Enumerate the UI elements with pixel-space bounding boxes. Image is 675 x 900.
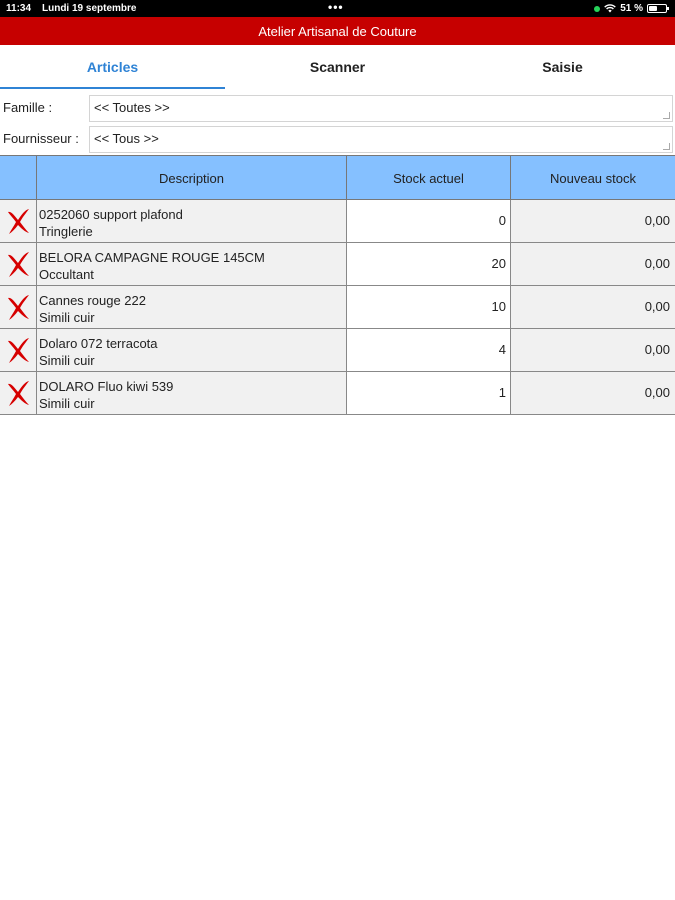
resize-grip-icon — [663, 143, 670, 150]
table-header — [0, 156, 675, 200]
battery-level — [649, 6, 657, 11]
article-family: Simili cuir — [39, 310, 95, 325]
battery-percent: 51 % — [620, 3, 643, 14]
status-right — [594, 3, 667, 14]
delete-x-icon — [5, 379, 31, 407]
delete-button[interactable] — [0, 243, 37, 285]
description-cell — [37, 329, 347, 371]
fournisseur-label: Fournisseur : — [3, 131, 79, 146]
camera-indicator-icon — [594, 6, 600, 12]
delete-x-icon — [5, 207, 31, 235]
status-bar — [0, 0, 675, 17]
delete-x-icon — [5, 336, 31, 364]
description-cell — [37, 200, 347, 242]
app-title: Atelier Artisanal de Couture — [0, 17, 675, 45]
article-family: Simili cuir — [39, 396, 95, 411]
tab-scanner[interactable]: Scanner — [309, 59, 366, 75]
delete-button[interactable] — [0, 200, 37, 242]
article-family: Occultant — [39, 267, 94, 282]
fournisseur-field[interactable] — [89, 126, 673, 153]
nouveau-stock-cell[interactable]: 0,00 — [644, 385, 670, 400]
status-date: Lundi 19 septembre — [42, 3, 137, 14]
tab-saisie[interactable]: Saisie — [542, 59, 583, 75]
description-cell — [37, 243, 347, 285]
article-name: BELORA CAMPAGNE ROUGE 145CM — [39, 250, 265, 265]
famille-label: Famille : — [3, 100, 53, 115]
nouveau-stock-cell[interactable]: 0,00 — [644, 213, 670, 228]
famille-filter — [0, 93, 675, 121]
stock-actuel-cell: 0 — [347, 200, 511, 242]
stock-actuel-cell: 1 — [347, 372, 511, 414]
article-family: Tringlerie — [39, 224, 93, 239]
table-row[interactable] — [0, 286, 675, 329]
article-name: Dolaro 072 terracota — [39, 336, 158, 351]
famille-value: << Toutes >> — [94, 100, 170, 115]
article-family: Simili cuir — [39, 353, 95, 368]
multitasking-dots[interactable]: ••• — [328, 0, 344, 14]
battery-icon — [647, 4, 667, 13]
delete-x-icon — [5, 250, 31, 278]
description-cell — [37, 286, 347, 328]
article-name: DOLARO Fluo kiwi 539 — [39, 379, 174, 394]
article-name: Cannes rouge 222 — [39, 293, 146, 308]
delete-button[interactable] — [0, 286, 37, 328]
table-row[interactable] — [0, 372, 675, 415]
famille-field[interactable] — [89, 95, 673, 122]
status-time: 11:34 — [6, 3, 32, 14]
delete-button[interactable] — [0, 329, 37, 371]
table-row[interactable] — [0, 243, 675, 286]
header-blank — [0, 156, 37, 199]
wifi-icon — [604, 4, 616, 13]
nouveau-stock-cell[interactable]: 0,00 — [644, 299, 670, 314]
stock-actuel-cell: 20 — [347, 243, 511, 285]
stock-actuel-cell: 4 — [347, 329, 511, 371]
delete-button[interactable] — [0, 372, 37, 414]
stock-actuel-cell: 10 — [347, 286, 511, 328]
header-nouveau-stock[interactable]: Nouveau stock — [550, 171, 636, 186]
table-body — [0, 200, 675, 415]
fournisseur-value: << Tous >> — [94, 131, 159, 146]
articles-table — [0, 155, 675, 415]
nouveau-stock-cell[interactable]: 0,00 — [644, 256, 670, 271]
resize-grip-icon — [663, 112, 670, 119]
nouveau-stock-cell[interactable]: 0,00 — [644, 342, 670, 357]
description-cell — [37, 372, 347, 414]
header-stock-actuel[interactable]: Stock actuel — [347, 156, 511, 199]
header-description[interactable]: Description — [37, 156, 347, 199]
fournisseur-filter — [0, 124, 675, 152]
table-row[interactable] — [0, 329, 675, 372]
article-name: 0252060 support plafond — [39, 207, 183, 222]
tab-articles[interactable]: Articles — [0, 45, 225, 89]
table-row[interactable] — [0, 200, 675, 243]
tab-bar — [0, 45, 675, 89]
delete-x-icon — [5, 293, 31, 321]
